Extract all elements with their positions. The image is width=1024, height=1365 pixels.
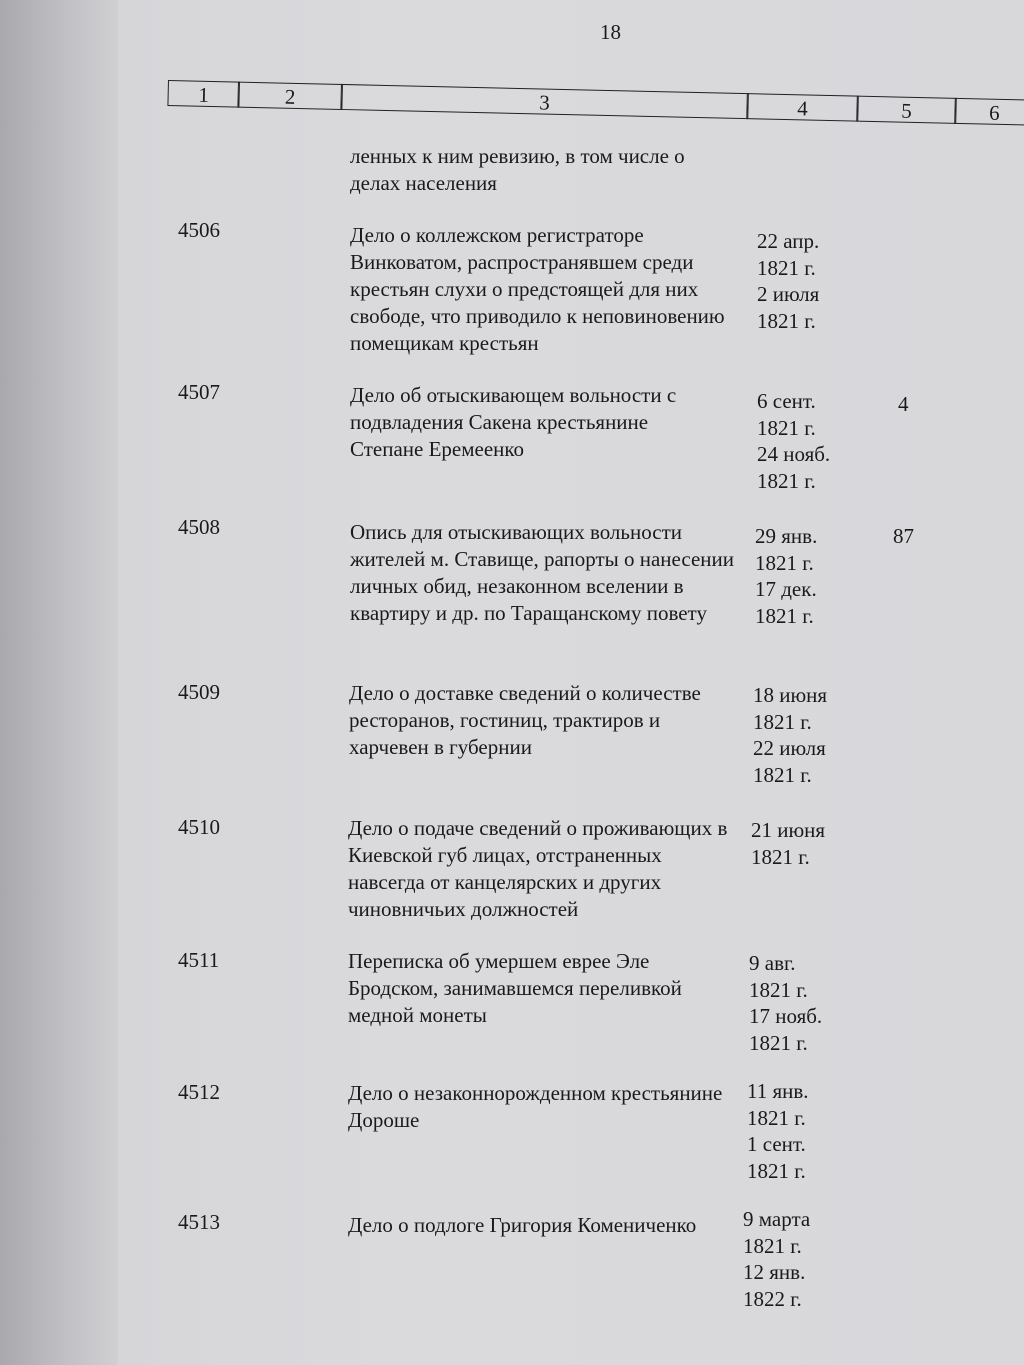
description-text: Дело о доставке сведений о количестве ресторанов, гостиниц, трактиров и харчевен в губернии bbox=[349, 681, 701, 759]
header-col-6: 6 bbox=[954, 98, 1024, 126]
dates bbox=[757, 388, 857, 494]
dates bbox=[755, 523, 855, 629]
date-line: 1 сент. bbox=[747, 1132, 806, 1156]
date-line: 1821 г. bbox=[743, 1233, 802, 1258]
date-line: 1821 г. bbox=[753, 762, 812, 787]
case-number: 4506 bbox=[178, 218, 220, 242]
description-text: Дело о коллежском регистраторе Винковатом, распространявшем среди крестьян слухи о предстоящей для них свободе, что приводило к неповиновению помещикам крестьян bbox=[350, 223, 725, 355]
book-gutter bbox=[0, 0, 118, 1365]
date-line: 1821 г. bbox=[757, 415, 816, 440]
date-line: 9 авг. bbox=[749, 951, 796, 975]
date-line: 1821 г. bbox=[755, 603, 814, 628]
date-line: 6 сент. bbox=[757, 389, 816, 413]
date-line: 2 июля bbox=[757, 282, 820, 306]
description-text: Переписка об умершем еврее Эле Бродском, занимавшемся переливкой медной монеты bbox=[348, 949, 682, 1027]
date-line: 1821 г. bbox=[757, 308, 816, 333]
date-line: 1821 г. bbox=[749, 977, 808, 1002]
dates bbox=[751, 817, 851, 870]
date-line: 12 янв. bbox=[743, 1260, 806, 1284]
table-header bbox=[167, 80, 1024, 146]
header-col-5: 5 bbox=[856, 96, 957, 124]
case-number: 4511 bbox=[178, 948, 220, 972]
date-line: 1821 г. bbox=[747, 1105, 806, 1130]
page-number: 18 bbox=[600, 20, 621, 44]
date-line: 18 июня bbox=[753, 683, 828, 707]
header-col-4: 4 bbox=[746, 93, 859, 122]
dates bbox=[749, 950, 849, 1056]
date-line: 1821 г. bbox=[751, 844, 810, 869]
dates bbox=[743, 1206, 843, 1312]
date-line: 1821 г. bbox=[753, 709, 812, 734]
sheet-count: 87 bbox=[893, 524, 914, 548]
date-line: 1821 г. bbox=[755, 550, 814, 575]
date-line: 17 дек. bbox=[755, 577, 817, 601]
description-text: Дело о подлоге Григория Комениченко bbox=[348, 1213, 697, 1237]
date-line: 22 апр. bbox=[757, 229, 820, 253]
sheet-count: 4 bbox=[898, 392, 909, 416]
date-line: 1822 г. bbox=[743, 1286, 802, 1311]
date-line: 17 нояб. bbox=[749, 1004, 823, 1028]
case-number: 4513 bbox=[178, 1210, 220, 1234]
description-text: Дело о подаче сведений о проживающих в Киевской губ лицах, отстраненных навсегда от канцелярских и других чиновничьих должностей bbox=[348, 816, 728, 921]
description-text: ленных к ним ревизию, в том числе о делах населения bbox=[350, 144, 685, 195]
header-col-3: 3 bbox=[340, 84, 748, 119]
header-col-2: 2 bbox=[237, 82, 343, 110]
case-number: 4508 bbox=[178, 515, 220, 539]
date-line: 1821 г. bbox=[749, 1030, 808, 1055]
date-line: 21 июня bbox=[751, 818, 826, 842]
date-line: 9 марта bbox=[743, 1207, 811, 1231]
date-line: 24 нояб. bbox=[757, 442, 831, 466]
date-line: 11 янв. bbox=[747, 1079, 809, 1103]
description-text: Опись для отыскивающих вольности жителей м. Ставище, рапорты о нанесении личных обид, незаконном вселении в квартиру и др. по Таращанскому повету bbox=[350, 520, 734, 625]
dates bbox=[753, 682, 853, 788]
dates bbox=[757, 228, 857, 334]
date-line: 1821 г. bbox=[757, 468, 816, 493]
date-line: 29 янв. bbox=[755, 524, 818, 548]
description-text: Дело об отыскивающем вольности с подвладения Сакена крестьянине Степане Еремеенко bbox=[350, 383, 677, 461]
date-line: 1821 г. bbox=[747, 1158, 806, 1183]
case-number: 4512 bbox=[178, 1080, 220, 1104]
header-col-1: 1 bbox=[167, 80, 240, 108]
description-text: Дело о незаконнорожденном крестьянине Дороше bbox=[348, 1081, 723, 1132]
case-number: 4507 bbox=[178, 380, 220, 404]
date-line: 22 июля bbox=[753, 736, 826, 760]
case-number: 4510 bbox=[178, 815, 220, 839]
case-number: 4509 bbox=[178, 680, 220, 704]
date-line: 1821 г. bbox=[757, 255, 816, 280]
dates bbox=[747, 1078, 847, 1184]
